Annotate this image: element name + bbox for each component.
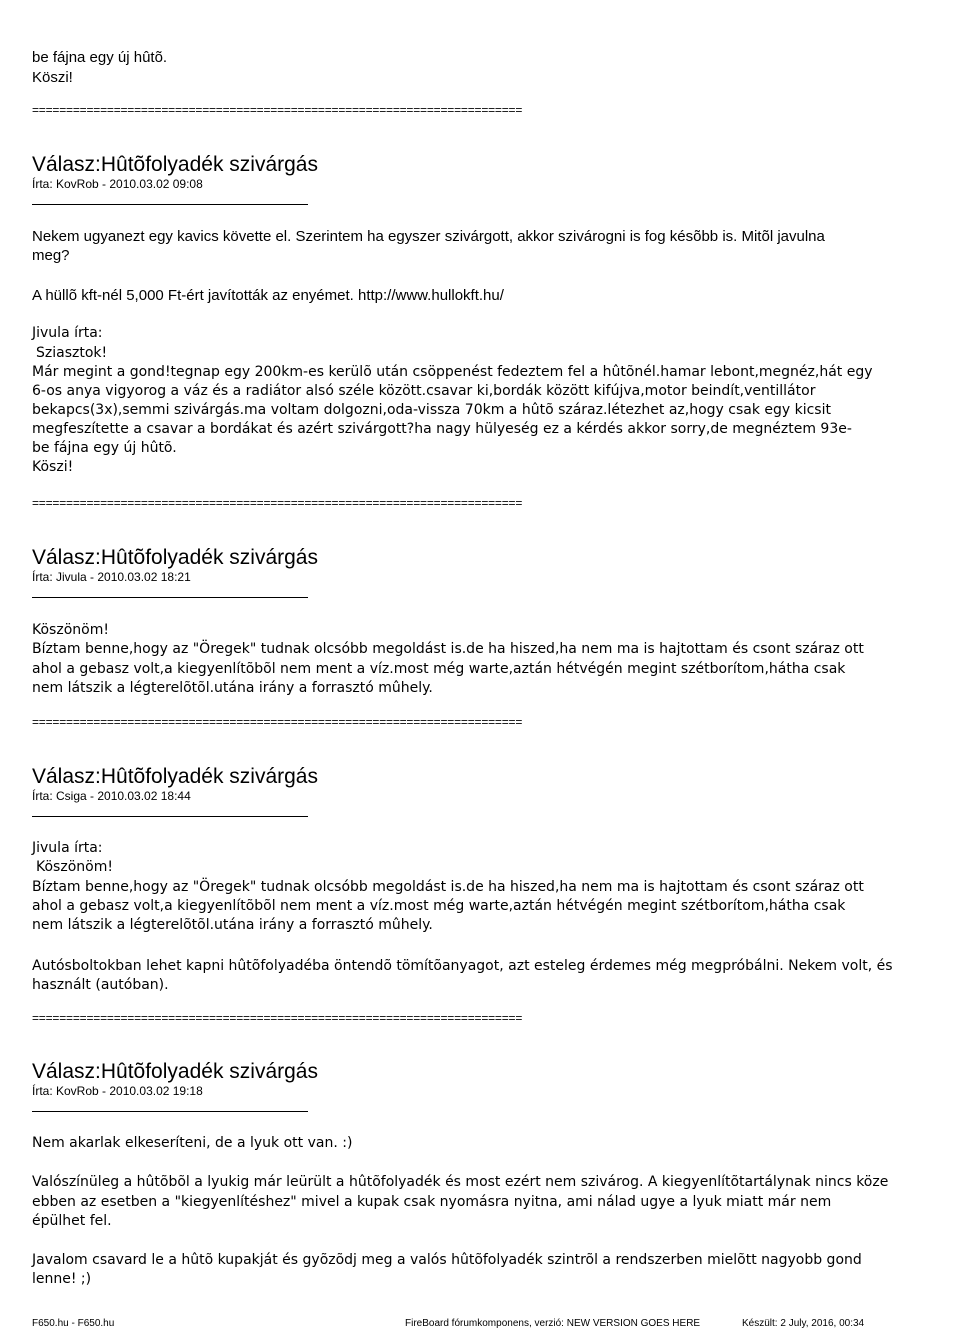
post-body-line: Nekem ugyanezt egy kavics követte el. Szerintem ha egyszer szivárgott, akkor szivárogni is fog késõbb is. Mitõl javulna bbox=[32, 228, 825, 245]
divider bbox=[32, 816, 308, 817]
post-body-line: Nem akarlak elkeseríteni, de a lyuk ott van. :) bbox=[32, 1135, 353, 1151]
quote-author: Jivula írta: bbox=[32, 325, 103, 341]
separator: ======================================================================== bbox=[32, 715, 523, 729]
footer-component: FireBoard fórumkomponens, verzió: NEW VERSION GOES HERE bbox=[405, 1318, 701, 1329]
post-body-line: A hüllõ kft-nél 5,000 Ft-ért javították az enyémet. http://www.hullokft.hu/ bbox=[32, 287, 504, 304]
quote-line: Bíztam benne,hogy az "Öregek" tudnak olcsóbb megoldást is.de ha hiszed,ha nem ma is hajtottam és csont száraz ott bbox=[32, 879, 864, 895]
post-body-line: nem látszik a légterelõtõl.utána irány a forrasztó mûhely. bbox=[32, 680, 433, 696]
divider bbox=[32, 1111, 308, 1112]
post-meta: Írta: Jivula - 2010.03.02 18:21 bbox=[32, 570, 191, 584]
quote-author: Jivula írta: bbox=[32, 840, 103, 856]
post-body-line: Bíztam benne,hogy az "Öregek" tudnak olcsóbb megoldást is.de ha hiszed,ha nem ma is hajtottam és csont száraz ott bbox=[32, 641, 864, 657]
post-title: Válasz:Hûtõfolyadék szivárgás bbox=[32, 765, 318, 788]
post-meta: Írta: KovRob - 2010.03.02 09:08 bbox=[32, 177, 203, 191]
quote-line: megfeszítette a csavar a bordákat és azért szivárgott?ha nagy hülyeség ez a kérdés akkor sorry,de megnéztem 93e- bbox=[32, 421, 852, 437]
post-body-line: Valószínüleg a hûtõbõl a lyukig már leürült a hûtõfolyadék és most ezért nem szivárog. A kiegyenlítõtartálynak nincs köze bbox=[32, 1174, 889, 1190]
footer-created: Készült: 2 July, 2016, 00:34 bbox=[742, 1318, 865, 1329]
top-line: be fájna egy új hûtõ. bbox=[32, 49, 168, 66]
post-title: Válasz:Hûtõfolyadék szivárgás bbox=[32, 1060, 318, 1083]
quote-line: be fájna egy új hûtõ. bbox=[32, 440, 177, 456]
quote-line: 6-os anya vigyorog a váz és a radiátor alsó széle között.csavar ki,bordák között kifújva,motor beindít,ventillátor bbox=[32, 383, 816, 399]
footer-site: F650.hu - F650.hu bbox=[32, 1318, 115, 1329]
separator: ======================================================================== bbox=[32, 103, 523, 117]
post-body-line: Köszönöm! bbox=[32, 622, 109, 638]
quote-line: ahol a gebasz volt,a kiegyenlítõbõl nem ment a víz.most még warte,aztán hétvégén megint szétborítom,hátha csak bbox=[32, 898, 846, 914]
post-body-line: Javalom csavard le a hûtõ kupakját és gyõzõdj meg a valós hûtõfolyadék szintrõl a rendszerben mielõtt nagyobb gond bbox=[32, 1252, 862, 1268]
post-meta: Írta: KovRob - 2010.03.02 19:18 bbox=[32, 1084, 203, 1098]
post-body-line: meg? bbox=[32, 247, 70, 264]
post-body-line: épülhet fel. bbox=[32, 1213, 112, 1229]
separator: ======================================================================== bbox=[32, 496, 523, 510]
post-body-line: lenne! ;) bbox=[32, 1271, 92, 1287]
post-title: Válasz:Hûtõfolyadék szivárgás bbox=[32, 546, 318, 569]
top-line: Köszi! bbox=[32, 69, 73, 86]
post-body-line: ahol a gebasz volt,a kiegyenlítõbõl nem ment a víz.most még warte,aztán hétvégén megint szétborítom,hátha csak bbox=[32, 661, 846, 677]
quote-line: Már megint a gond!tegnap egy 200km-es kerülõ után csöppenést fedeztem fel a hûtõnél.hamar lebont,megnéz,hát egy bbox=[32, 364, 873, 380]
post-title: Válasz:Hûtõfolyadék szivárgás bbox=[32, 153, 318, 176]
divider bbox=[32, 597, 308, 598]
post-meta: Írta: Csiga - 2010.03.02 18:44 bbox=[32, 789, 191, 803]
quote-line: bekapcs(3x),semmi szivárgás.ma voltam dolgozni,oda-vissza 70km a hûtõ száraz.létezhet az,hogy csak egy kicsit bbox=[32, 402, 831, 418]
quote-line: Köszönöm! bbox=[36, 859, 113, 875]
post-body-line: ebben az esetben a "kiegyenlítéshez" mivel a kupak csak nyomásra nyitna, ami nálad ugye a lyuk miatt már nem bbox=[32, 1194, 832, 1210]
separator: ======================================================================== bbox=[32, 1011, 523, 1025]
post-body-line: Autósboltokban lehet kapni hûtõfolyadéba öntendõ tömítõanyagot, azt esteleg érdemes még megpróbálni. Nekem volt, és bbox=[32, 958, 893, 974]
post-body-line: használt (autóban). bbox=[32, 977, 169, 993]
quote-line: Köszi! bbox=[32, 459, 74, 475]
quote-line: nem látszik a légterelõtõl.utána irány a forrasztó mûhely. bbox=[32, 917, 433, 933]
divider bbox=[32, 204, 308, 205]
quote-line: Sziasztok! bbox=[36, 345, 108, 361]
